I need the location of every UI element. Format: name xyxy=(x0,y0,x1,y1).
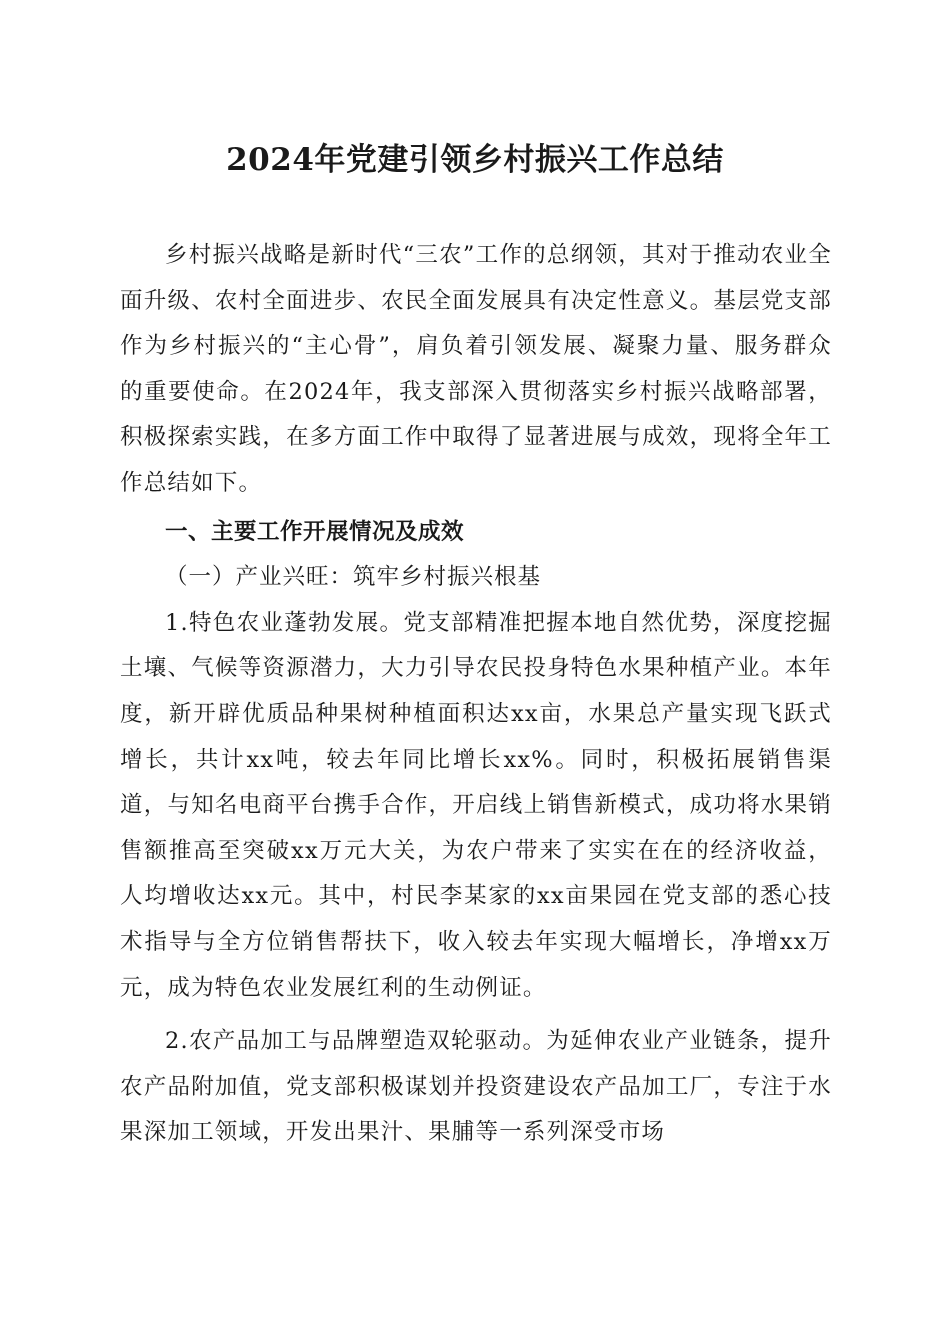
intro-paragraph: 乡村振兴战略是新时代“三农”工作的总纲领，其对于推动农业全面升级、农村全面进步、农民全面发展具有决定性意义。基层党支部作为乡村振兴的“主心骨”，肩负着引领发展、凝聚力量、服务群众的重要使命。在2024年，我支部深入贯彻落实乡村振兴战略部署，积极探索实践，在多方面工作中取得了显著进展与成效，现将全年工作总结如下。 xyxy=(120,242,832,496)
section-heading: 一、主要工作开展情况及成效 xyxy=(165,518,465,545)
subsection-heading: （一）产业兴旺：筑牢乡村振兴根基 xyxy=(165,564,542,591)
item-paragraph-1: 1.特色农业蓬勃发展。党支部精准把握本地自然优势，深度挖掘土壤、气候等资源潜力，大力引导农民投身特色水果种植产业。本年度，新开辟优质品种果树种植面积达xx亩，水果总产量实现飞跃式增长，共计xx吨，较去年同比增长xx%。同时，积极拓展销售渠道，与知名电商平台携手合作，开启线上销售新模式，成功将水果销售额推高至突破xx万元大关，为农户带来了实实在在的经济收益，人均增收达xx元。其中，村民李某家的xx亩果园在党支部的悉心技术指导与全方位销售帮扶下，收入较去年实现大幅增长，净增xx万元，成为特色农业发展红利的生动例证。 xyxy=(120,609,832,1001)
document-title: 2024年党建引领乡村振兴工作总结 xyxy=(226,142,724,178)
item-paragraph-2: 2.农产品加工与品牌塑造双轮驱动。为延伸农业产业链条，提升农产品附加值，党支部积极谋划并投资建设农产品加工厂，专注于水果深加工领域，开发出果汁、果脯等一系列深受市场 xyxy=(120,1028,832,1146)
document-body xyxy=(120,233,832,1156)
